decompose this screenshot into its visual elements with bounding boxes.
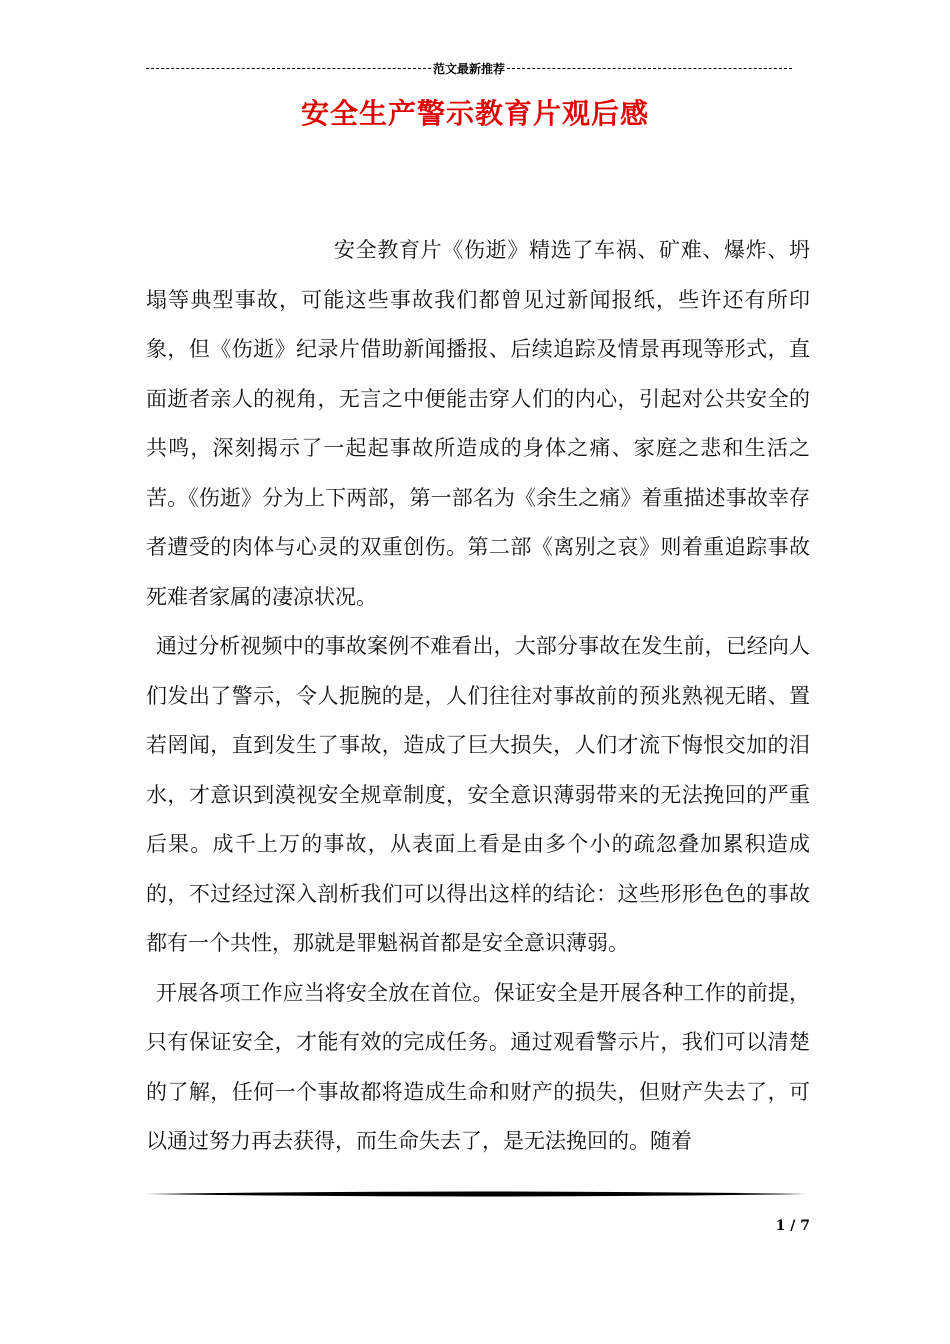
document-body [146, 226, 810, 1167]
paragraph-1: 安全教育片《伤逝》精选了车祸、矿难、爆炸、坍塌等典型事故，可能这些事故我们都曾见过新闻报纸，些许还有所印象，但《伤逝》纪录片借助新闻播报、后续追踪及情景再现等形式，直面逝者亲人的视角，无言之中便能击穿人们的内心，引起对公共安全的共鸣，深刻揭示了一起起事故所造成的身体之痛、家庭之悲和生活之苦。《伤逝》分为上下两部，第一部名为《余生之痛》着重描述事故幸存者遭受的肉体与心灵的双重创伤。第二部《离别之哀》则着重追踪事故死难者家属的凄凉状况。 [146, 238, 810, 609]
page-number: 1 / 7 [775, 1218, 810, 1234]
paragraph-3: 开展各项工作应当将安全放在首位。保证安全是开展各种工作的前提，只有保证安全，才能有效的完成任务。通过观看警示片，我们可以清楚的了解，任何一个事故都将造成生命和财产的损失，但财产失去了，可以通过努力再去获得，而生命失去了，是无法挽回的。随着 [146, 980, 810, 1153]
footer-rule [146, 1190, 806, 1198]
header-dashed-rule-right [507, 68, 792, 69]
header-label: 范文最新推荐 [433, 61, 506, 76]
footer-rule-graphic [146, 1190, 806, 1198]
header-banner [146, 58, 792, 78]
paragraph-2: 通过分析视频中的事故案例不难看出，大部分事故在发生前，已经向人们发出了警示，令人扼腕的是，人们往往对事故前的预兆熟视无睹、置若罔闻，直到发生了事故，造成了巨大损失，人们才流下悔恨交加的泪水，才意识到漠视安全规章制度，安全意识薄弱带来的无法挽回的严重后果。成千上万的事故，从表面上看是由多个小的疏忽叠加累积造成的，不过经过深入剖析我们可以得出这样的结论：这些形形色色的事故都有一个共性，那就是罪魁祸首都是安全意识薄弱。 [146, 634, 810, 955]
document-title: 安全生产警示教育片观后感 [300, 97, 649, 130]
header-dashed-rule-left [146, 68, 431, 69]
